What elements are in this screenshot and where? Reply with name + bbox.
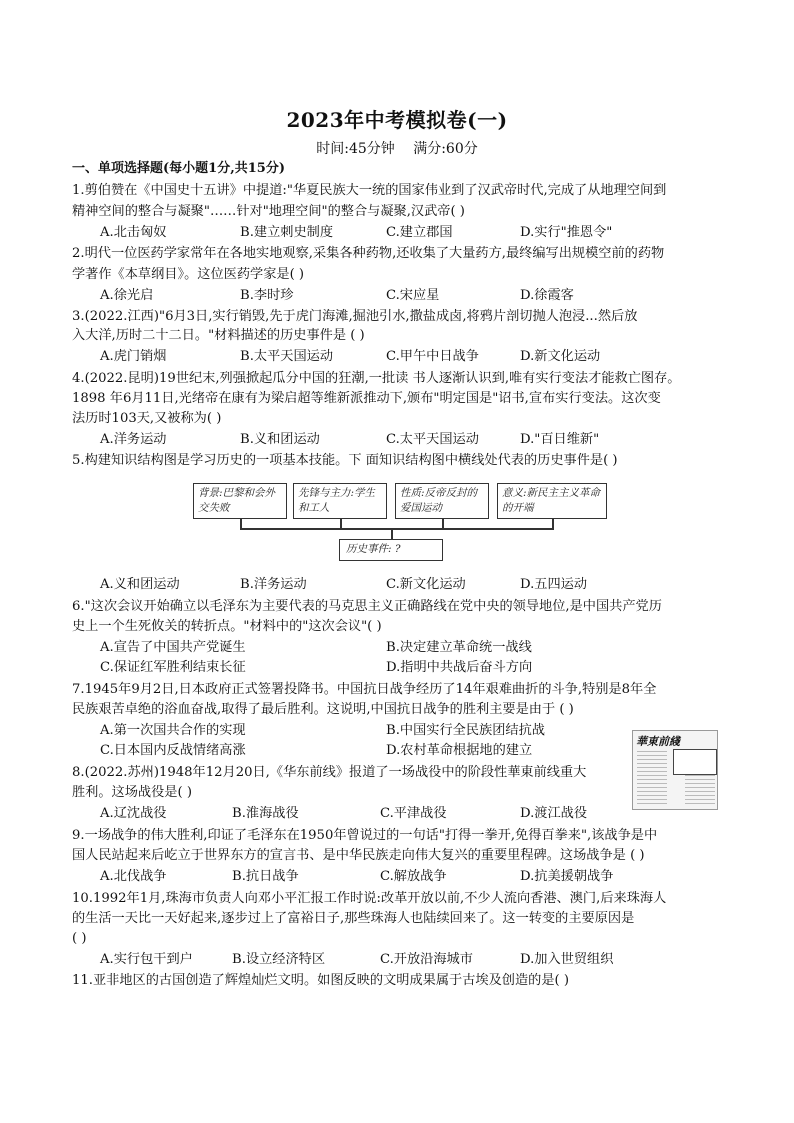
knowledge-structure-diagram <box>193 483 607 565</box>
q8-option-c: C.平津战役 <box>380 806 447 821</box>
q5-option-a: A.义和团运动 <box>100 577 180 592</box>
q7-line2: 民族艰苦卓绝的浴血奋战,取得了最后胜利。这说明,中国抗日战争的胜利主要是由于 ( ) <box>72 702 574 717</box>
q2-option-b: B.李时珍 <box>240 288 294 303</box>
q1-line2: 精神空间的整合与凝聚"……针对"地理空间"的整合与凝聚,汉武帝( ) <box>72 204 465 219</box>
q3-option-d: D.新文化运动 <box>520 349 601 364</box>
newspaper-text-column <box>637 751 667 805</box>
diagram-box-background: 背景:巴黎和会外交失败 <box>193 483 287 519</box>
q1-option-a: A.北击匈奴 <box>100 225 167 240</box>
q2-line2: 学著作《本草纲目》。这位医药学家是( ) <box>72 267 305 282</box>
q3-option-c: C.甲午中日战争 <box>386 349 479 364</box>
q3-option-a: A.虎门销烟 <box>100 349 167 364</box>
q1-option-d: D.实行"推恩令" <box>520 225 613 240</box>
q4-option-b: B.义和团运动 <box>240 432 320 447</box>
q4-option-c: C.太平天国运动 <box>386 432 479 447</box>
q9-line1: 9.一场战争的伟大胜利,印证了毛泽东在1950年曾说过的一句话"打得一拳开,免得百拳来",该战争是中 <box>72 828 658 843</box>
q10-option-a: A.实行包干到户 <box>100 952 193 967</box>
diagram-box-significance: 意义:新民主主义革命的开端 <box>497 483 607 519</box>
q4-line3: 法历时103天,又被称为( ) <box>72 411 222 426</box>
q9-option-c: C.解放战争 <box>380 869 447 884</box>
q3-option-b: B.太平天国运动 <box>240 349 334 364</box>
newspaper-masthead: 華東前綫 <box>636 735 680 748</box>
q10-option-c: C.开放沿海城市 <box>380 952 473 967</box>
q9-option-d: D.抗美援朝战争 <box>520 869 614 884</box>
q6-option-c: C.保证红军胜利结束长征 <box>100 660 246 675</box>
diagram-event-box: 历史事件: ? <box>339 539 443 561</box>
q4-line2: 1898 年6月11日,光绪帝在康有为梁启超等维新派推动下,颁布"明定国是"诏书,宣布实行变法。这次变 <box>72 391 661 406</box>
newspaper-text-column <box>685 775 715 805</box>
q5-option-c: C.新文化运动 <box>386 577 466 592</box>
q8-option-d: D.渡江战役 <box>520 806 588 821</box>
q6-option-b: B.决定建立革命统一战线 <box>386 640 532 655</box>
q2-option-d: D.徐霞客 <box>520 288 574 303</box>
section-heading: 一、单项选择题(每小题1分,共15分) <box>72 161 285 176</box>
q3-line2: 入大洋,历时二十二日。"材料描述的历史事件是 ( ) <box>72 328 365 343</box>
q7-option-d: D.农村革命根据地的建立 <box>386 743 533 758</box>
diagram-connector <box>391 528 393 539</box>
q5-line1: 5.构建知识结构图是学习历史的一项基本技能。下 面知识结构图中横线处代表的历史事件是( ) <box>72 453 618 468</box>
q4-option-d: D."百日维新" <box>520 432 600 447</box>
q10-option-d: D.加入世贸组织 <box>520 952 614 967</box>
q7-option-c: C.日本国内反战情绪高涨 <box>100 743 246 758</box>
q10-line1: 10.1992年1月,珠海市负责人向邓小平汇报工作时说:改革开放以前,不少人流向香港、澳门,后来珠海人 <box>72 891 667 906</box>
q5-option-b: B.洋务运动 <box>240 577 307 592</box>
q6-option-a: A.宣告了中国共产党诞生 <box>100 640 246 655</box>
q10-option-b: B.设立经济特区 <box>232 952 326 967</box>
q6-option-d: D.指明中共战后奋斗方向 <box>386 660 533 675</box>
q2-option-c: C.宋应星 <box>386 288 440 303</box>
q10-line3: ( ) <box>72 931 87 946</box>
q8-line1: 8.(2022.苏州)1948年12月20日,《华东前线》报道了一场战役中的阶段性華東前线重大 <box>72 765 587 780</box>
q9-option-a: A.北伐战争 <box>100 869 167 884</box>
q9-line2: 国人民站起来后屹立于世界东方的宣言书、是中华民族走向伟大复兴的重要里程碑。这场战争是 ( ) <box>72 848 645 863</box>
exam-title: 2023年中考模拟卷(一) <box>286 108 508 132</box>
diagram-bus-line <box>240 528 554 530</box>
q8-line2: 胜利。这场战役是( ) <box>72 785 192 800</box>
q8-option-a: A.辽沈战役 <box>100 806 167 821</box>
q1-line1: 1.剪伯赞在《中国史十五讲》中提道:"华夏民族大一统的国家伟业到了汉武帝时代,完成了从地理空间到 <box>72 183 667 198</box>
q9-option-b: B.抗日战争 <box>232 869 299 884</box>
q4-line1: 4.(2022.昆明)19世纪末,列强掀起瓜分中国的狂潮,一批读 书人逐渐认识到,唯有实行变法才能救亡图存。 <box>72 371 681 386</box>
q1-option-c: C.建立郡国 <box>386 225 453 240</box>
q2-option-a: A.徐光启 <box>100 288 154 303</box>
q1-option-b: B.建立刺史制度 <box>240 225 334 240</box>
diagram-box-nature: 性质:反帝反封的爱国运动 <box>395 483 489 519</box>
q3-line1: 3.(2022.江西)"6月3日,实行销毁,先于虎门海滩,掘池引水,撒盐成卤,将鸦片剖切抛人泡浸...然后放 <box>72 309 638 324</box>
q7-line1: 7.1945年9月2日,日本政府正式签署投降书。中国抗日战争经历了14年艰难曲折的斗争,特别是8年全 <box>72 682 657 697</box>
q2-line1: 2.明代一位医药学家常年在各地实地观察,采集各种药物,还收集了大量药方,最终编写出规模空前的药物 <box>72 246 665 261</box>
diagram-box-vanguard: 先锋与主力:学生和工人 <box>293 483 387 519</box>
newspaper-image <box>632 730 718 810</box>
q8-option-b: B.淮海战役 <box>232 806 299 821</box>
q10-line2: 的生活一天比一天好起来,逐步过上了富裕日子,那些珠海人也陆续回来了。这一转变的主要原因是 <box>72 911 635 926</box>
q7-option-b: B.中国实行全民族团结抗战 <box>386 723 545 738</box>
exam-subtitle: 时间:45分钟 满分:60分 <box>316 141 478 157</box>
q4-option-a: A.洋务运动 <box>100 432 167 447</box>
q11-line1: 11.亚非地区的古国创造了辉煌灿烂文明。如图反映的文明成果属于古埃及创造的是( ) <box>72 973 570 988</box>
newspaper-headline-box <box>673 749 717 775</box>
q6-line1: 6."这次会议开始确立以毛泽东为主要代表的马克思主义正确路线在党中央的领导地位,是中国共产党历 <box>72 599 662 614</box>
q7-option-a: A.第一次国共合作的实现 <box>100 723 246 738</box>
q6-line2: 史上一个生死攸关的转折点。"材料中的"这次会议"( ) <box>72 619 382 634</box>
q5-option-d: D.五四运动 <box>520 577 588 592</box>
